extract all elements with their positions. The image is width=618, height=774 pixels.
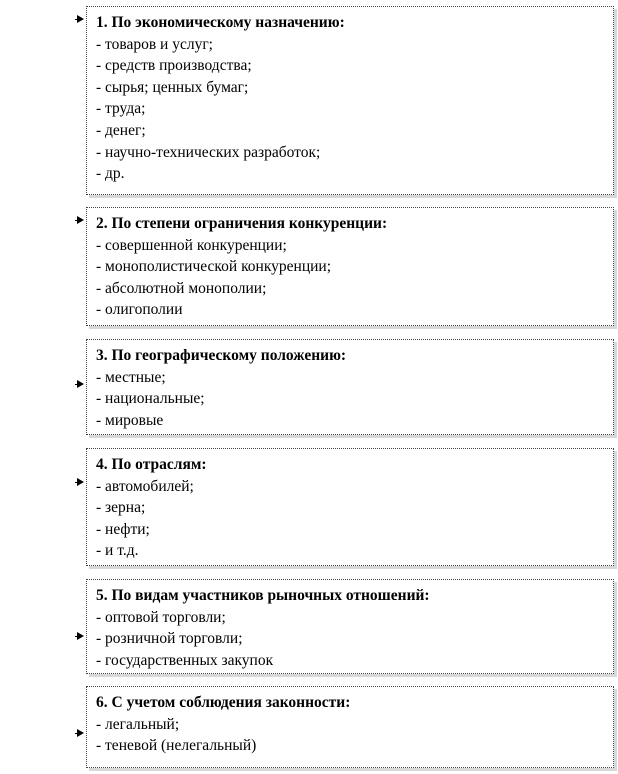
- arrow-icon: [77, 380, 84, 388]
- list-item: - средств производства;: [96, 57, 252, 75]
- list-item: - оптовой торговли;: [96, 608, 226, 626]
- list-item: - абсолютной монополии;: [96, 279, 267, 297]
- list-item: - совершенной конкуренции;: [96, 236, 287, 254]
- list-item: - государственных закупок: [96, 651, 274, 669]
- list-item: - товаров и услуг;: [96, 35, 213, 53]
- arrow-icon: [77, 216, 84, 224]
- list-item: - монополистической конкуренции;: [96, 258, 332, 276]
- list-item: - местные;: [96, 368, 166, 386]
- list-item: - зерна;: [96, 499, 146, 517]
- arrow-icon: [77, 632, 84, 640]
- box-title: 2. По степени ограничения конкуренции:: [96, 215, 388, 232]
- list-item: - национальные;: [96, 390, 205, 408]
- category-box-geography: [86, 339, 614, 435]
- list-item: - др.: [96, 165, 125, 183]
- list-item: - и т.д.: [96, 542, 139, 560]
- box-title: 4. По отраслям:: [96, 456, 207, 473]
- list-item: - розничной торговли;: [96, 630, 243, 648]
- list-item: - нефти;: [96, 520, 150, 538]
- category-box-economic-purpose: [86, 6, 614, 195]
- arrow-icon: [77, 15, 84, 23]
- box-title: 5. По видам участников рыночных отношений:: [96, 587, 430, 604]
- list-item: - теневой (нелегальный): [96, 737, 257, 755]
- arrow-icon: [77, 729, 84, 737]
- category-box-industries: [86, 448, 614, 566]
- box-title: 6. С учетом соблюдения законности:: [96, 694, 351, 711]
- list-item: - денег;: [96, 121, 146, 139]
- category-box-legality: [86, 686, 614, 768]
- arrow-icon: [77, 478, 84, 486]
- list-item: - мировые: [96, 411, 164, 429]
- list-item: - научно-технических разработок;: [96, 143, 321, 161]
- category-box-competition: [86, 207, 614, 326]
- list-item: - автомобилей;: [96, 477, 194, 495]
- box-title: 1. По экономическому назначению:: [96, 14, 345, 31]
- list-item: - олигополии: [96, 301, 183, 319]
- list-item: - легальный;: [96, 715, 180, 733]
- list-item: - сырья; ценных бумаг;: [96, 78, 249, 96]
- list-item: - труда;: [96, 100, 146, 118]
- category-box-market-participants: [86, 579, 614, 674]
- box-title: 3. По географическому положению:: [96, 347, 347, 364]
